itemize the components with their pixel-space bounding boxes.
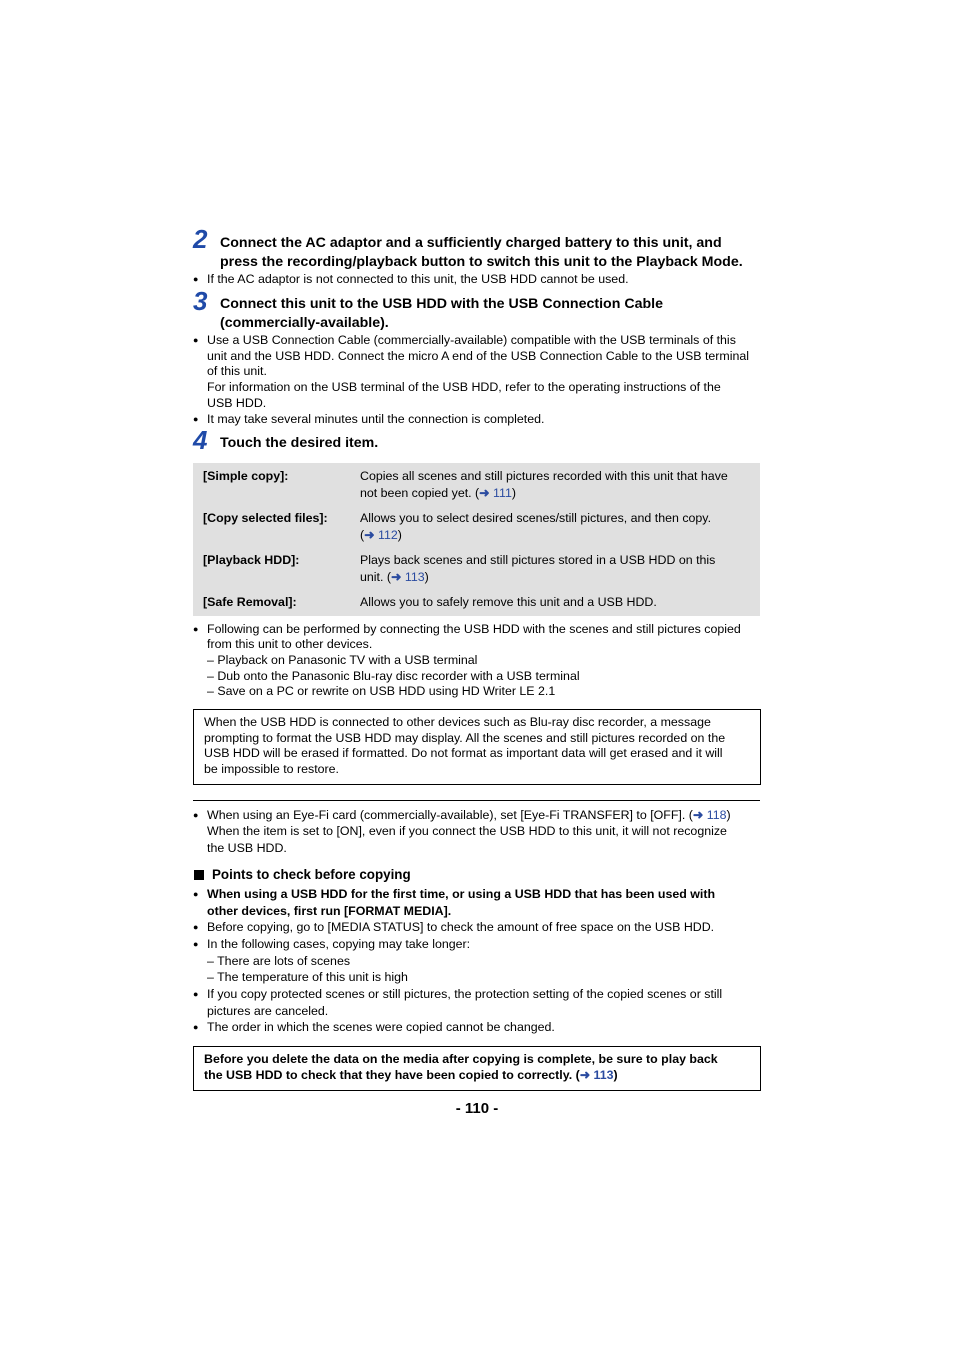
desc-text: ( xyxy=(360,528,365,542)
bullet-icon: ● xyxy=(193,624,199,634)
bullet-icon: ● xyxy=(193,810,199,820)
page-ref-link[interactable]: 118 xyxy=(706,808,727,822)
page-ref-link[interactable]: 111 xyxy=(493,486,512,500)
options-table xyxy=(193,463,760,616)
arrow-icon: ➜ xyxy=(479,486,490,500)
desc-line: Allows you to select desired scenes/still pictures, and then copy. xyxy=(360,511,712,525)
step-3-note-line: unit and the USB HDD. Connect the micro A end of the USB Connection Cable to the USB terminal xyxy=(207,349,750,363)
points-line: If you copy protected scenes or still pictures, the protection setting of the copied scenes or still xyxy=(207,987,723,1001)
step-3-note-line: USB HDD. xyxy=(207,396,267,410)
option-safe-removal-desc: Allows you to safely remove this unit and a USB HDD. xyxy=(360,595,657,609)
bullet-icon: ● xyxy=(193,889,199,899)
paren: ) xyxy=(424,570,429,584)
reminder-line xyxy=(204,1068,618,1084)
bullet-icon: ● xyxy=(193,414,199,424)
bullet-icon: ● xyxy=(193,335,199,345)
points-line: When using a USB HDD for the first time, or using a USB HDD that has been used with xyxy=(207,887,716,901)
warning-line: prompting to format the USB HDD may display. All the scenes and still pictures recorded on the xyxy=(204,731,726,745)
step-3-text xyxy=(220,295,765,333)
arrow-icon: ➜ xyxy=(579,1068,591,1082)
following-dash-item: – Save on a PC or rewrite on USB HDD using HD Writer LE 2.1 xyxy=(207,684,556,698)
arrow-icon: ➜ xyxy=(364,528,375,542)
reminder-text: the USB HDD to check that they have been copied to correctly. ( xyxy=(204,1068,580,1082)
eyefi-line xyxy=(207,808,731,824)
warning-line: When the USB HDD is connected to other devices such as Blu-ray disc recorder, a message xyxy=(204,715,711,729)
arrow-icon: ➜ xyxy=(391,570,402,584)
following-line: Following can be performed by connecting the USB HDD with the scenes and still pictures copied xyxy=(207,622,741,636)
option-simple-copy-desc xyxy=(360,468,752,502)
eyefi-line: When the item is set to [ON], even if you connect the USB HDD to this unit, it will not recognize xyxy=(207,824,727,838)
points-heading: Points to check before copying xyxy=(212,867,411,882)
desc-line xyxy=(360,527,752,544)
warning-line: be impossible to restore. xyxy=(204,762,339,776)
option-playback-hdd-desc xyxy=(360,552,752,586)
desc-line xyxy=(360,569,752,586)
points-line: In the following cases, copying may take longer: xyxy=(207,937,471,951)
eyefi-line: the USB HDD. xyxy=(207,841,287,855)
following-dash-item: – Dub onto the Panasonic Blu-ray disc recorder with a USB terminal xyxy=(207,669,580,683)
page-ref-link[interactable]: 112 xyxy=(377,528,398,542)
page-ref-link[interactable]: 113 xyxy=(593,1068,614,1082)
desc-text: unit. ( xyxy=(360,570,391,584)
step-3-line-1: Connect this unit to the USB HDD with the USB Connection Cable xyxy=(220,296,663,312)
step-2-line-2: press the recording/playback button to switch this unit to the Playback Mode. xyxy=(220,254,743,270)
points-dash-item: – There are lots of scenes xyxy=(207,954,351,968)
following-line: from this unit to other devices. xyxy=(207,637,373,651)
bullet-icon: ● xyxy=(193,939,199,949)
paren: ) xyxy=(613,1068,618,1082)
final-reminder-box xyxy=(193,1046,761,1091)
option-copy-selected-desc xyxy=(360,510,752,544)
following-dash-item: – Playback on Panasonic TV with a USB terminal xyxy=(207,653,478,667)
bullet-icon: ● xyxy=(193,989,199,999)
step-3-line-2: (commercially-available). xyxy=(220,315,389,331)
paren: ) xyxy=(511,486,516,500)
option-simple-copy-label[interactable]: [Simple copy]: xyxy=(203,469,289,483)
points-line: other devices, first run [FORMAT MEDIA]. xyxy=(207,904,452,918)
step-number-3: 3 xyxy=(193,286,208,316)
bullet-icon: ● xyxy=(193,922,199,932)
points-line: pictures are canceled. xyxy=(207,1004,329,1018)
step-3-note-line: For information on the USB terminal of the USB HDD, refer to the operating instructions of the xyxy=(207,380,721,394)
option-safe-removal-label[interactable]: [Safe Removal]: xyxy=(203,595,297,609)
page-ref-link[interactable]: 113 xyxy=(404,570,425,584)
step-2-note: If the AC adaptor is not connected to this unit, the USB HDD cannot be used. xyxy=(207,272,629,286)
points-line: Before copying, go to [MEDIA STATUS] to check the amount of free space on the USB HDD. xyxy=(207,920,715,934)
step-2-line-1: Connect the AC adaptor and a sufficiently charged battery to this unit, and xyxy=(220,235,722,251)
paren: ) xyxy=(726,808,731,822)
warning-line: USB HDD will be erased if formatted. Do not format as important data will get erased and it will xyxy=(204,746,723,760)
step-number-2: 2 xyxy=(193,224,208,254)
eyefi-text: When using an Eye-Fi card (commercially-available), set [Eye-Fi TRANSFER] to [OFF]. ( xyxy=(207,808,693,822)
arrow-icon: ➜ xyxy=(692,808,704,822)
step-number-4: 4 xyxy=(193,425,208,455)
desc-line: Plays back scenes and still pictures stored in a USB HDD on this xyxy=(360,553,716,567)
step-3-note-line: of this unit. xyxy=(207,364,267,378)
points-dash-item: – The temperature of this unit is high xyxy=(207,970,408,984)
step-3-note-line: Use a USB Connection Cable (commercially-available) compatible with the USB terminals of this xyxy=(207,333,736,347)
option-playback-hdd-label[interactable]: [Playback HDD]: xyxy=(203,553,300,567)
paren: ) xyxy=(397,528,402,542)
step-4-text: Touch the desired item. xyxy=(220,435,379,451)
bullet-icon: ● xyxy=(193,1022,199,1032)
square-bullet-icon xyxy=(194,870,204,880)
page-number: - 110 - xyxy=(455,1100,499,1117)
step-3-note-line: It may take several minutes until the connection is completed. xyxy=(207,412,545,426)
step-2-text xyxy=(220,234,765,272)
bullet-icon: ● xyxy=(193,274,199,284)
desc-line xyxy=(360,485,752,502)
desc-text: not been copied yet. ( xyxy=(360,486,480,500)
option-copy-selected-label[interactable]: [Copy selected files]: xyxy=(203,511,328,525)
section-divider xyxy=(193,800,760,801)
reminder-line: Before you delete the data on the media after copying is complete, be sure to play back xyxy=(204,1052,718,1066)
format-warning-box xyxy=(193,709,761,785)
points-line: The order in which the scenes were copied cannot be changed. xyxy=(207,1020,555,1034)
desc-line: Copies all scenes and still pictures recorded with this unit that have xyxy=(360,469,728,483)
